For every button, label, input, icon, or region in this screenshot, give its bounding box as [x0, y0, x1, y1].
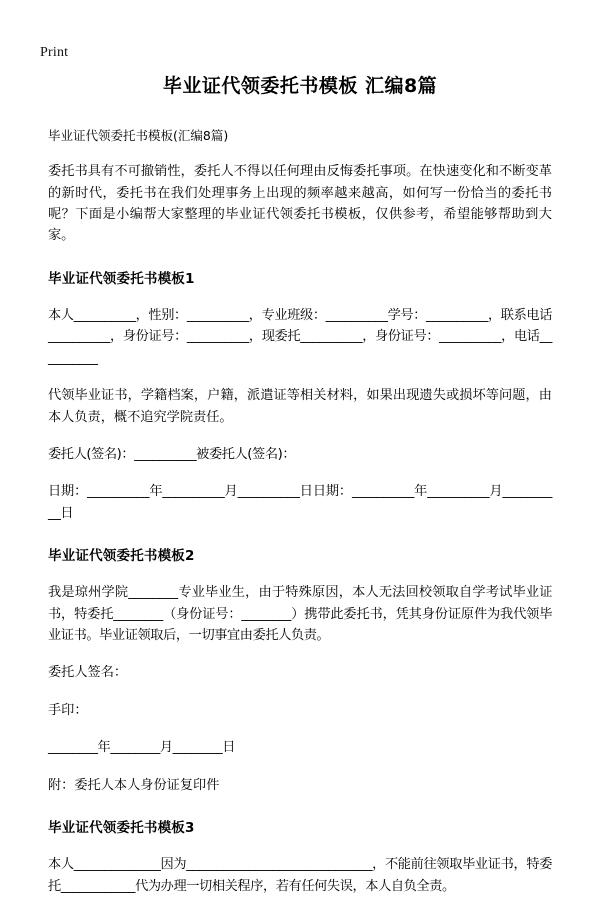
section-3-paragraph-1: 本人______________因为______________________________，不能前往领取毕业证书，特委托____________代为办理一切相关程序，若有任何失误，本人自负全责。 — [48, 857, 552, 894]
intro-paragraph: 委托书具有不可撤销性，委托人不得以任何理由反悔委托事项。在快速变化和不断变革的新时代，委托书在我们处理事务上出现的频率越来越高，如何写一份恰当的委托书呢？下面是小编帮大家整理的毕业证代领委托书模板，仅供参考，希望能够帮助到大家。 — [48, 164, 552, 244]
section-1-paragraph-1: 本人__________，性别：__________，专业班级：__________学号：__________，联系电话__________，身份证号：__________，现委托__________，身份证号：__________，电话__________ — [48, 308, 552, 366]
print-button[interactable]: Print — [40, 45, 69, 60]
section-2-date-line: ________年________月________日 — [48, 740, 236, 756]
page-title: 毕业证代领委托书模板 汇编8篇 — [162, 75, 438, 97]
document-content — [48, 68, 552, 897]
section-heading-2: 毕业证代领委托书模板2 — [48, 548, 195, 564]
section-2-signature-label: 委托人签名： — [48, 665, 128, 681]
section-1-paragraph-2: 代领毕业证书，学籍档案，户籍，派遣证等相关材料，如果出现遗失或损坏等问题，由本人负责，概不追究学院责任。 — [48, 388, 552, 425]
section-heading-3: 毕业证代领委托书模板3 — [48, 819, 195, 836]
document-subtitle: 毕业证代领委托书模板(汇编8篇) — [48, 127, 229, 143]
section-1-date-line: 日期：__________年__________月__________日日期：__________年__________月__________日 — [48, 484, 552, 521]
section-heading-1: 毕业证代领委托书模板1 — [48, 270, 195, 287]
section-2-fingerprint-label: 手印： — [48, 702, 88, 718]
section-2-attachment-note: 附：委托人本人身份证复印件 — [48, 777, 220, 793]
section-2-paragraph-1: 我是琼州学院________专业毕业生，由于特殊原因，本人无法回校领取自学考试毕业证书，特委托________（身份证号：________）携带此委托书，凭其身份证原件为我代领毕业证书。毕业证领取后，一切事宜由委托人负责。 — [48, 585, 552, 643]
section-1-signature-line: 委托人(签名)：__________被委托人(签名)： — [48, 446, 296, 462]
